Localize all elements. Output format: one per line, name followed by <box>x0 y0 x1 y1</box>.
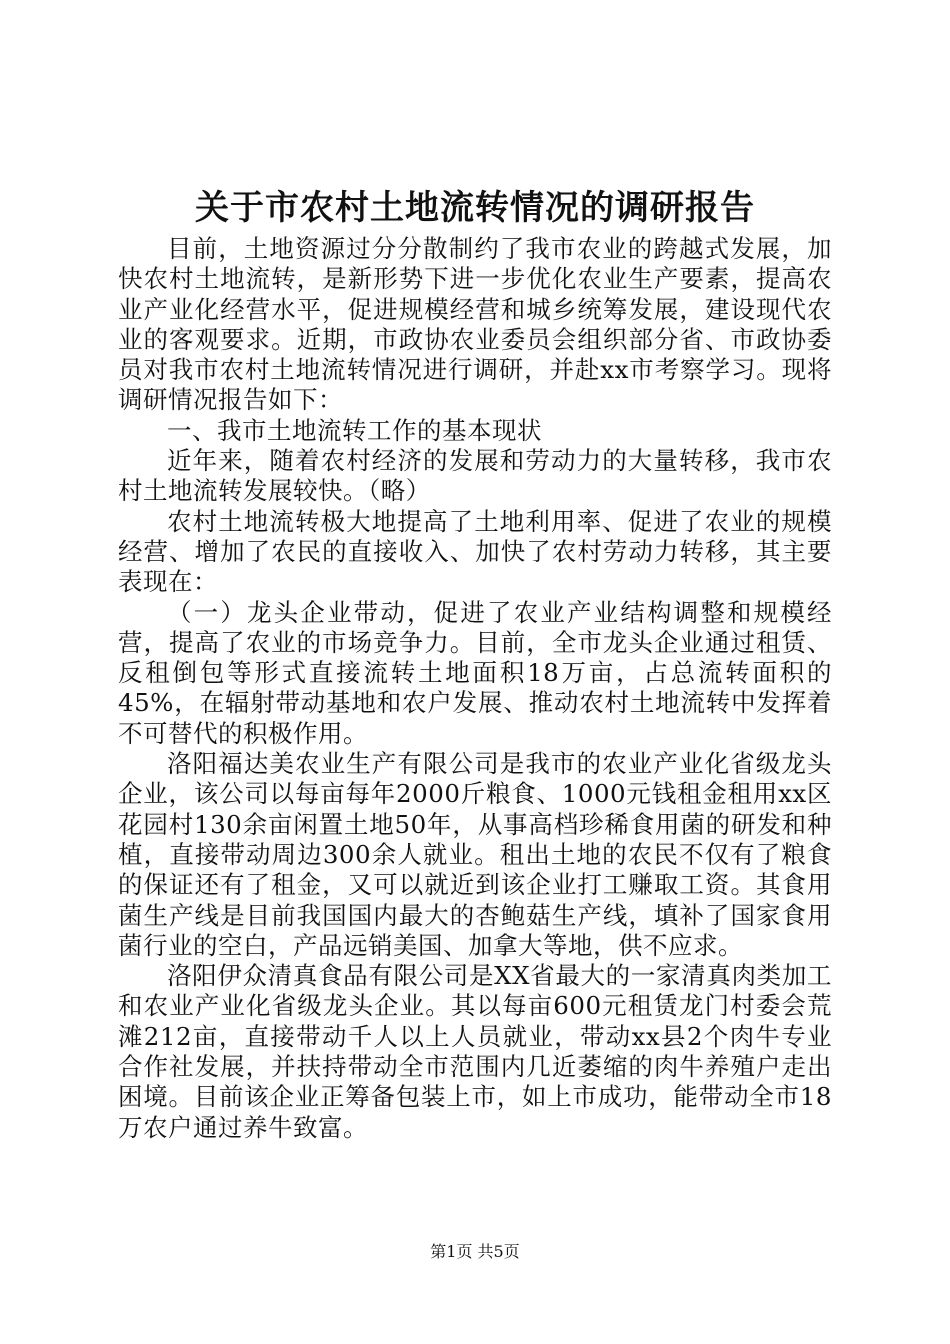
paragraph: 近年来，随着农村经济的发展和劳动力的大量转移，我市农村土地流转发展较快。（略） <box>118 446 832 506</box>
page-footer: 第1页 共5页 <box>430 1242 520 1261</box>
section-heading: 一、我市土地流转工作的基本现状 <box>167 415 542 445</box>
paragraph: （一）龙头企业带动，促进了农业产业结构调整和规模经营，提高了农业的市场竞争力。目前，全市龙头企业通过租赁、反租倒包等形式直接流转土地面积18万亩，占总流转面积的45%，在辐射带动基地和农户发展、推动农村土地流转中发挥着不可替代的积极作用。 <box>118 597 832 748</box>
paragraph: 洛阳福达美农业生产有限公司是我市的农业产业化省级龙头企业，该公司以每亩每年2000斤粮食、1000元钱租金租用xx区花园村130余亩闲置土地50年，从事高档珍稀食用菌的研发和种植，直接带动周边300余人就业。租出土地的农民不仅有了粮食的保证还有了租金，又可以就近到该企业打工赚取工资。其食用菌生产线是目前我国国内最大的杏鲍菇生产线，填补了国家食用菌行业的空白，产品远销美国、加拿大等地，供不应求。 <box>118 749 832 960</box>
paragraph: 洛阳伊众清真食品有限公司是XX省最大的一家清真肉类加工和农业产业化省级龙头企业。其以每亩600元租赁龙门村委会荒滩212亩，直接带动千人以上人员就业，带动xx县2个肉牛专业合作社发展，并扶持带动全市范围内几近萎缩的肉牛养殖户走出困境。目前该企业正筹备包装上市，如上市成功，能带动全市18万农户通过养牛致富。 <box>118 961 832 1142</box>
page-title: 关于市农村土地流转情况的调研报告 <box>195 188 755 228</box>
document-body <box>118 234 832 1143</box>
paragraph: 农村土地流转极大地提高了土地利用率、促进了农业的规模经营、增加了农民的直接收入、加快了农村劳动力转移，其主要表现在： <box>118 506 832 597</box>
paragraph-intro: 目前，土地资源过分分散制约了我市农业的跨越式发展，加快农村土地流转，是新形势下进一步优化农业生产要素，提高农业产业化经营水平，促进规模经营和城乡统筹发展，建设现代农业的客观要求。近期，市政协农业委员会组织部分省、市政协委员对我市农村土地流转情况进行调研，并赴xx市考察学习。现将调研情况报告如下： <box>118 234 832 415</box>
